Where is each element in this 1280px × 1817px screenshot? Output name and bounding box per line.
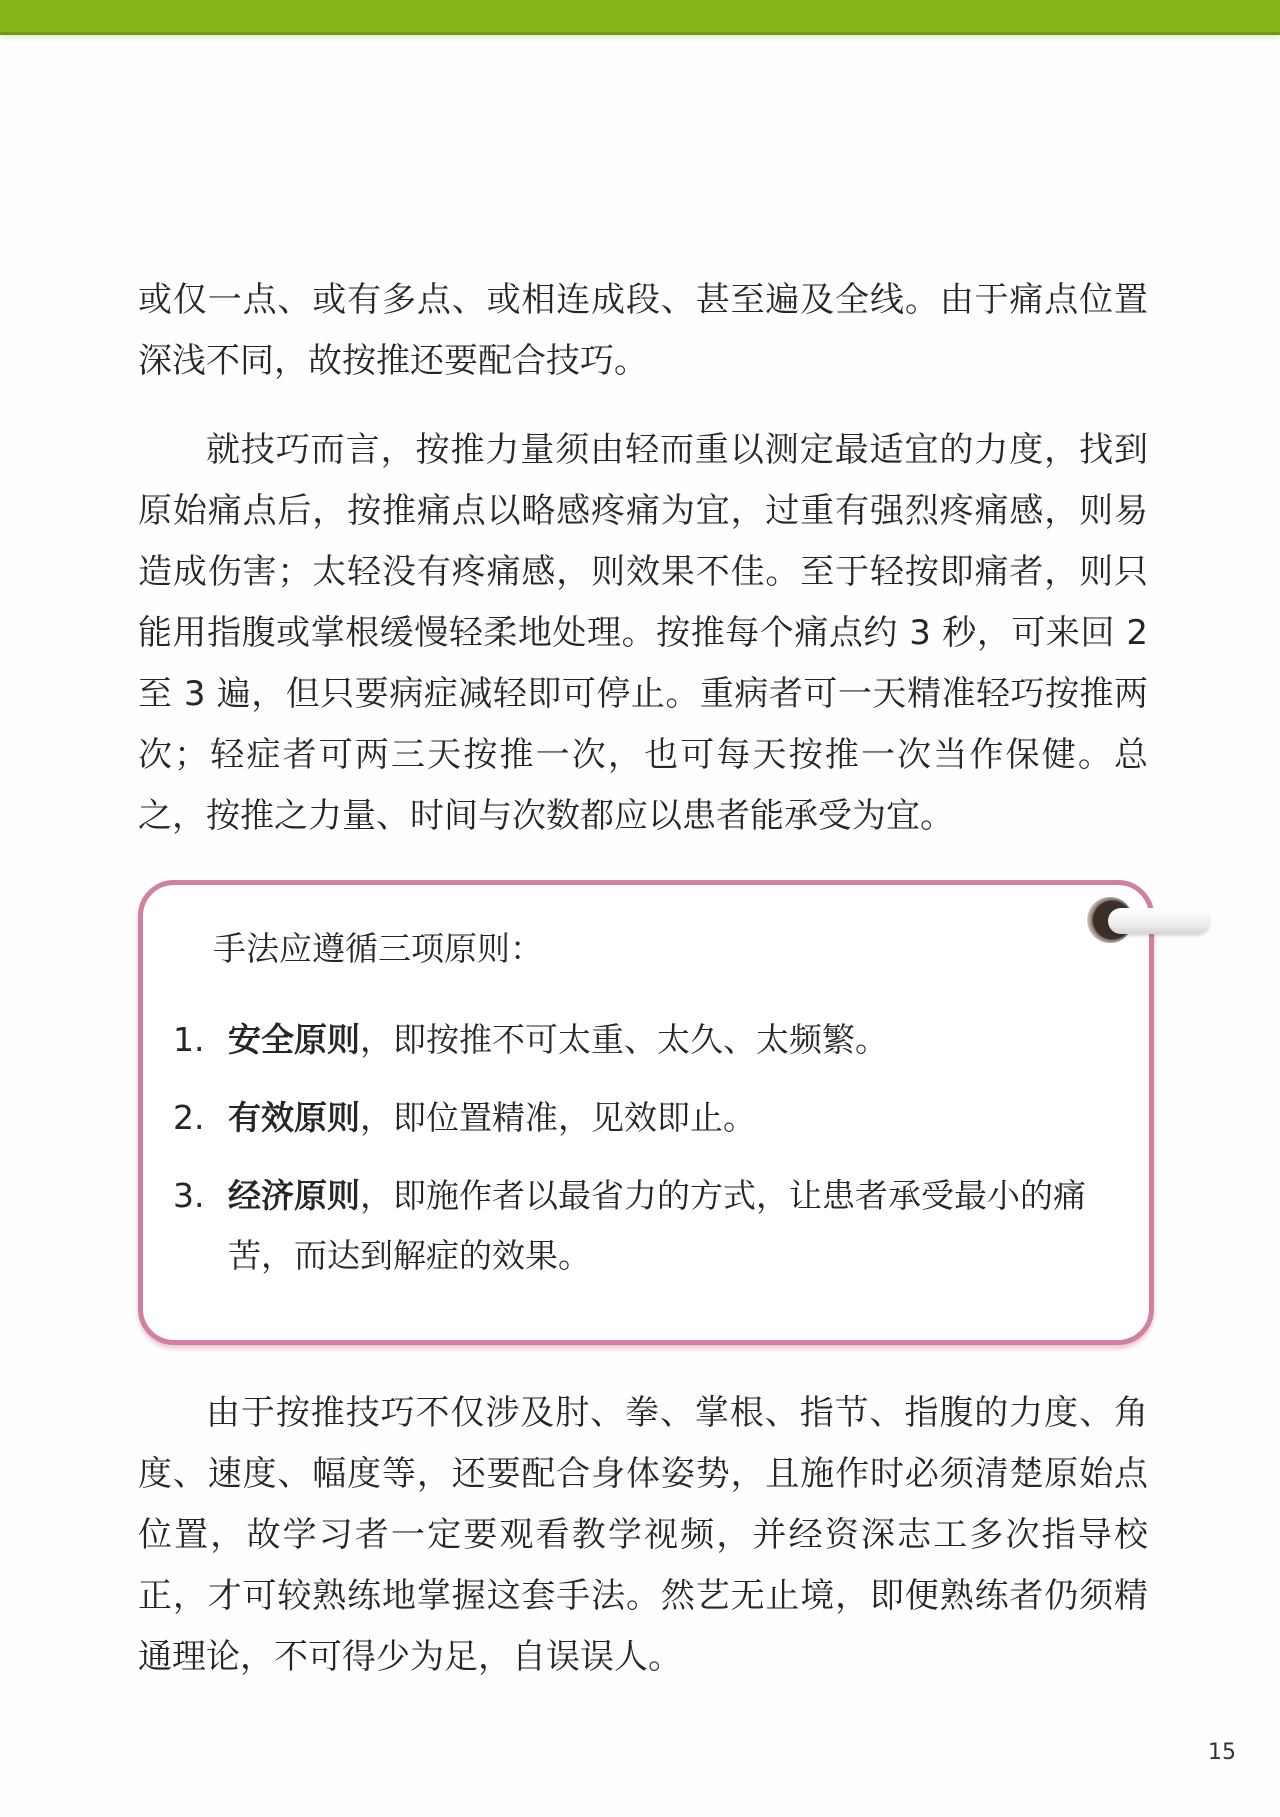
principle-text: ，即施作者以最省力的方式，让患者承受最小的痛苦，而达到解症的效果。 (228, 1176, 1086, 1275)
principle-number: 2. (173, 1098, 205, 1137)
principle-item (173, 1166, 1133, 1286)
principle-body (228, 1010, 1133, 1070)
principle-body (228, 1166, 1133, 1286)
principle-term: 安全原则 (228, 1020, 360, 1059)
paragraph-continued: 或仅一点、或有多点、或相连成段、甚至遍及全线。由于痛点位置深浅不同，故按推还要配合技巧。 (138, 280, 1148, 381)
principle-item (173, 1010, 1133, 1070)
principle-number: 3. (173, 1176, 205, 1215)
paragraph-technique: 就技巧而言，按推力量须由轻而重以测定最适宜的力度，找到原始痛点后，按推痛点以略感疼痛为宜，过重有强烈疼痛感，则易造成伤害；太轻没有疼痛感，则效果不佳。至于轻按即痛者，则只能用指腹或掌根缓慢轻柔地处理。按推每个痛点约 3 秒，可来回 2 至 3 遍，但只要病症减轻即可停止。重病者可一天精准轻巧按推两次；轻症者可两三天按推一次，也可每天按推一次当作保健。总之，按推之力量、时间与次数都应以患者能承受为宜。 (138, 430, 1148, 836)
principle-number: 1. (173, 1020, 205, 1059)
principle-text: ，即位置精准，见效即止。 (360, 1098, 756, 1137)
principle-item (173, 1088, 1133, 1148)
binder-tab-icon (1108, 908, 1210, 934)
header-accent-bar (0, 0, 1280, 35)
principles-intro: 手法应遵循三项原则： (213, 929, 543, 968)
principle-term: 有效原则 (228, 1098, 360, 1137)
principle-text: ，即按推不可太重、太久、太频繁。 (360, 1020, 888, 1059)
paragraph-learning: 由于按推技巧不仅涉及肘、拳、掌根、指节、指腹的力度、角度、速度、幅度等，还要配合身体姿势，且施作时必须清楚原始点位置，故学习者一定要观看教学视频，并经资深志工多次指导校正，才可较熟练地掌握这套手法。然艺无止境，即便熟练者仍须精通理论，不可得少为足，自误误人。 (138, 1393, 1148, 1677)
principle-term: 经济原则 (228, 1176, 360, 1215)
page-number: 15 (1208, 1740, 1236, 1765)
principles-callout-box (138, 880, 1154, 1345)
principle-body (228, 1088, 1133, 1148)
